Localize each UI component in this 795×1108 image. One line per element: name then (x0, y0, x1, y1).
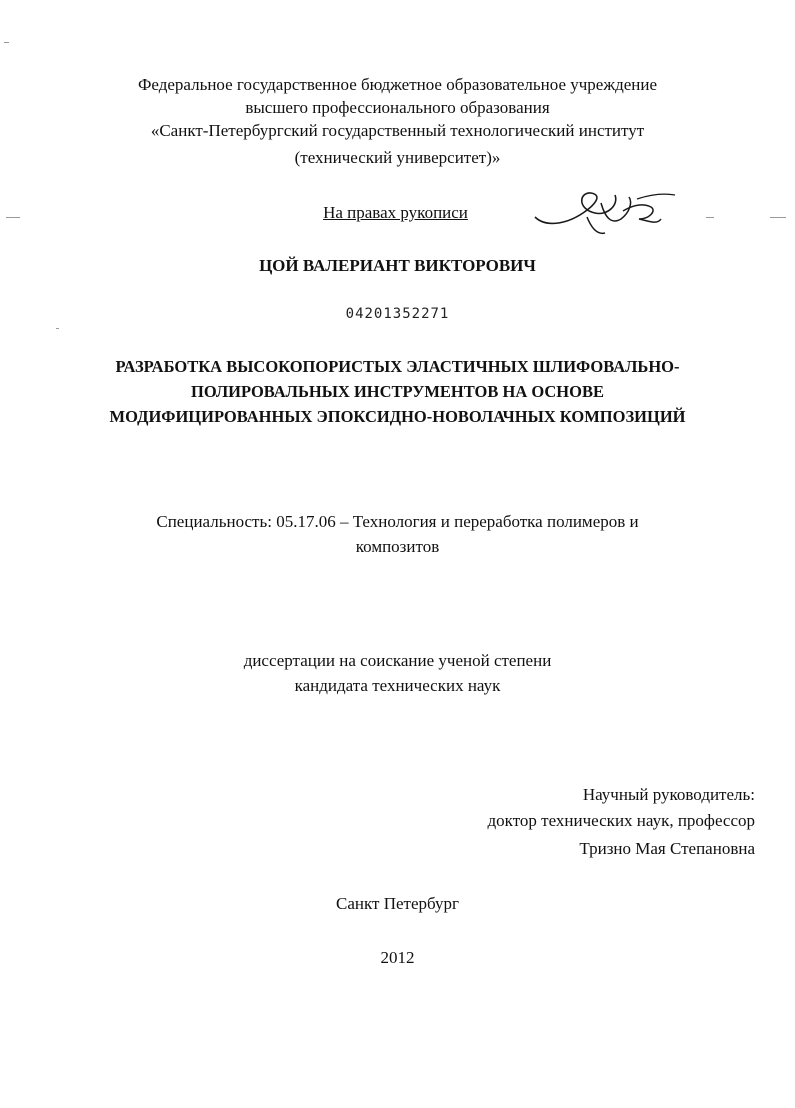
specialty-line-2: композитов (355, 537, 440, 556)
scan-dot-mid (56, 328, 59, 329)
signature-icon (525, 183, 685, 243)
institution-line-1: Федеральное государственное бюджетное образовательное учреждение (137, 75, 658, 94)
institution-line-3: «Санкт-Петербургский государственный технологический институт (150, 121, 645, 140)
scan-dot-top (4, 42, 9, 43)
manuscript-note: На правах рукописи (323, 203, 468, 222)
supervisor-name: Тризно Мая Степановна (579, 839, 755, 858)
supervisor-title: доктор технических наук, профессор (487, 811, 755, 830)
institution-line-4: (технический университет)» (294, 148, 501, 167)
degree-line-2: кандидата технических наук (294, 676, 501, 695)
catalog-number: 04201352271 (345, 306, 450, 322)
supervisor-label: Научный руководитель: (582, 785, 755, 804)
dissertation-title-line-1: РАЗРАБОТКА ВЫСОКОПОРИСТЫХ ЭЛАСТИЧНЫХ ШЛИФОВАЛЬНО- (115, 357, 680, 376)
dissertation-title-line-2: ПОЛИРОВАЛЬНЫХ ИНСТРУМЕНТОВ НА ОСНОВЕ (191, 382, 604, 401)
degree-line-1: диссертации на соискание ученой степени (243, 651, 552, 670)
year: 2012 (380, 948, 415, 967)
city: Санкт Петербург (336, 894, 459, 913)
specialty-line-1: Специальность: 05.17.06 – Технология и переработка полимеров и (156, 512, 639, 531)
institution-line-2: высшего профессионального образования (245, 98, 550, 117)
author-name: ЦОЙ ВАЛЕРИАНТ ВИКТОРОВИЧ (259, 256, 536, 275)
dissertation-title-line-3: МОДИФИЦИРОВАННЫХ ЭПОКСИДНО-НОВОЛАЧНЫХ КОМПОЗИЦИЙ (109, 407, 686, 426)
